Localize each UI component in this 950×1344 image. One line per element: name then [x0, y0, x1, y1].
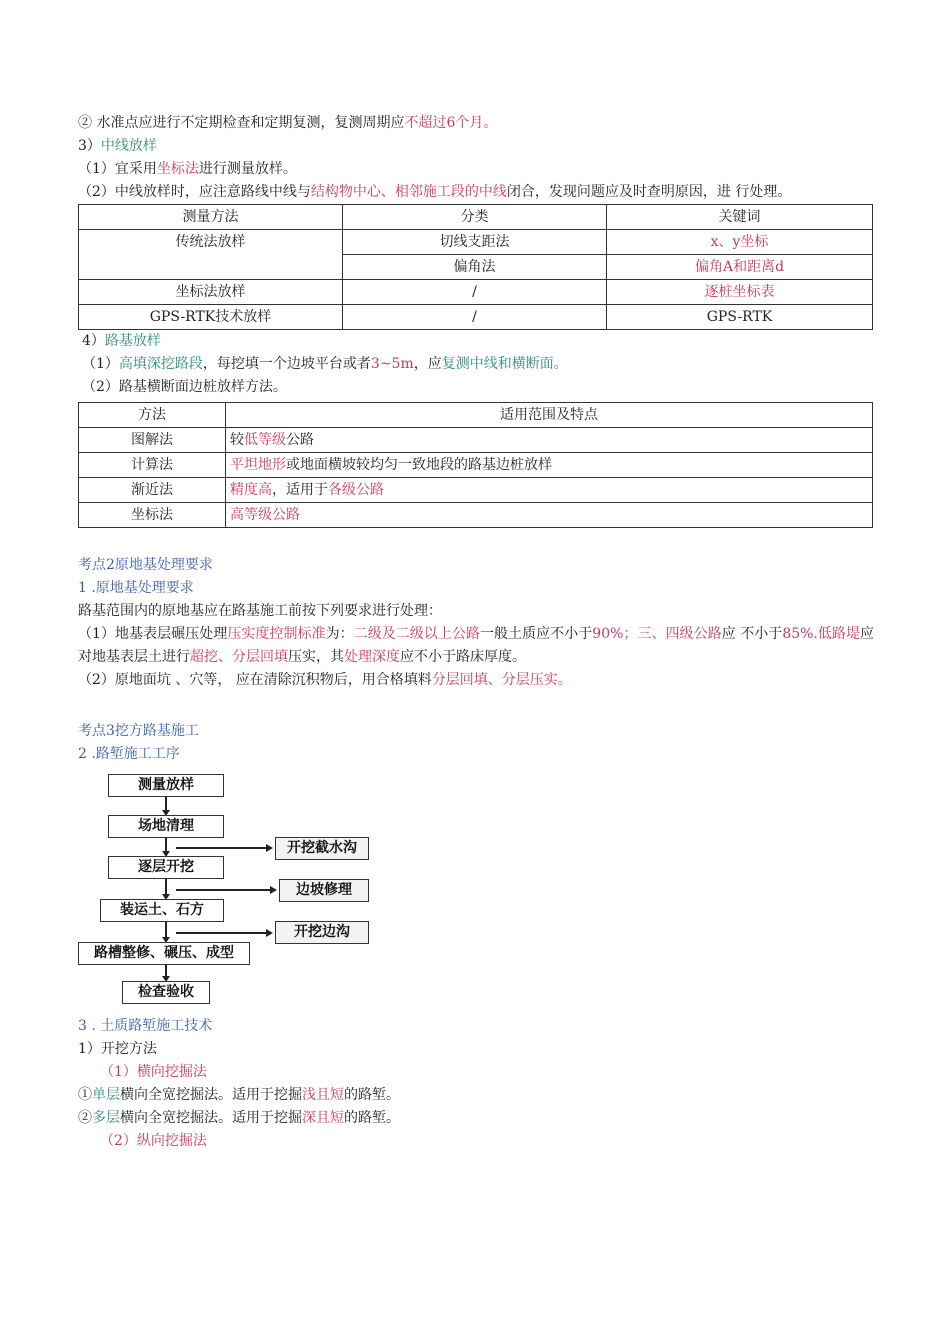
flow-arrow: [165, 838, 167, 853]
paragraph-foundation-2: （2）原地面坑 、穴等， 应在清除沉积物后，用合格填料分层回填、分层压实。: [78, 672, 572, 688]
heading-point-3-2: 2 .路堑施工工序: [78, 746, 180, 762]
heading-point-3: 考点3挖方路基施工: [78, 723, 199, 739]
table-row: 渐近法 精度高，适用于各级公路: [79, 478, 873, 503]
heading-point-3-3: 3 . 土质路堑施工技术: [78, 1018, 213, 1034]
paragraph-foundation-intro: 路基范围内的原地基应在路基施工前按下列要求进行处理：: [78, 603, 442, 619]
table-row: 图解法 较低等级公路: [79, 428, 873, 453]
flow-step-inspect: 检查验收: [122, 981, 210, 1004]
flow-arrow-side: [176, 889, 272, 891]
survey-method-table: [78, 204, 873, 330]
flow-step-trench: 路槽整修、碾压、成型: [78, 942, 250, 965]
paragraph-benchmark: ② 水准点应进行不定期检查和定期复测，复测周期应不超过6个月。: [78, 115, 498, 131]
flow-arrow: [165, 965, 167, 978]
flow-arrow-side: [176, 847, 268, 849]
section-heading-centerline: 3）中线放样: [78, 138, 157, 154]
table-row: GPS-RTK技术放样 / GPS-RTK: [79, 305, 873, 330]
heading-excavation-method: 1）开挖方法: [78, 1041, 157, 1057]
edge-stake-table: [78, 402, 873, 528]
table-header-row: 方法 适用范围及特点: [79, 403, 873, 428]
heading-longitudinal-method: （2）纵向挖掘法: [100, 1133, 207, 1149]
paragraph-centerline-2: （2）中线放样时，应注意路线中线与结构物中心、相邻施工段的中线闭合，发现问题应及时查明原因，进 行处理。: [78, 184, 792, 200]
table-row: 坐标法 高等级公路: [79, 503, 873, 528]
flow-arrow: [165, 797, 167, 812]
table-row: 偏角法 偏角A和距离d: [79, 255, 873, 280]
heading-point-2-1: 1 .原地基处理要求: [78, 580, 194, 596]
paragraph-subgrade-2: （2）路基横断面边桩放样方法。: [82, 379, 287, 395]
flow-arrow: [165, 922, 167, 939]
document-page: [78, 112, 874, 1153]
flow-side-intercept-ditch: 开挖截水沟: [275, 837, 369, 860]
table-row: 计算法 平坦地形或地面横坡较均匀一致地段的路基边桩放样: [79, 453, 873, 478]
cut-process-flowchart: [78, 772, 373, 1007]
flow-arrow-side: [176, 932, 268, 934]
paragraph-foundation-1: （1）地基表层碾压处理压实度控制标准为：二级及二级以上公路一般土质应不小于90%；三、四级公路应 不小于85%.低路堤应对地基表层土进行超挖、分层回填压实，其处理深度应不小于路床厚度。: [78, 626, 875, 665]
paragraph-subgrade-1: （1）高填深挖路段，每挖填一个边坡平台或者3~5m，应复测中线和横断面。: [82, 356, 568, 372]
section-heading-subgrade: 4）路基放样: [82, 333, 161, 349]
heading-transverse-method: （1）横向挖掘法: [100, 1064, 207, 1080]
flow-step-clearing: 场地清理: [108, 815, 224, 838]
table-row: 传统法放样 切线支距法 x、y坐标: [79, 230, 873, 255]
paragraph-centerline-1: （1）宜采用坐标法进行测量放样。: [78, 161, 297, 177]
paragraph-single-layer: ①单层横向全宽挖掘法。适用于挖掘浅且短的路堑。: [78, 1087, 400, 1103]
paragraph-multi-layer: ②多层横向全宽挖掘法。适用于挖掘深且短的路堑。: [78, 1110, 400, 1126]
heading-point-2: 考点2原地基处理要求: [78, 557, 213, 573]
flow-side-slope-repair: 边坡修理: [279, 879, 369, 902]
flow-step-transport: 装运土、石方: [100, 899, 224, 922]
flow-side-side-ditch: 开挖边沟: [275, 921, 369, 944]
table-header-row: 测量方法 分类 关键词: [79, 205, 873, 230]
flow-arrow: [165, 879, 167, 896]
flow-step-excavate: 逐层开挖: [108, 856, 224, 879]
table-row: 坐标法放样 / 逐桩坐标表: [79, 280, 873, 305]
flow-step-survey: 测量放样: [108, 774, 224, 797]
